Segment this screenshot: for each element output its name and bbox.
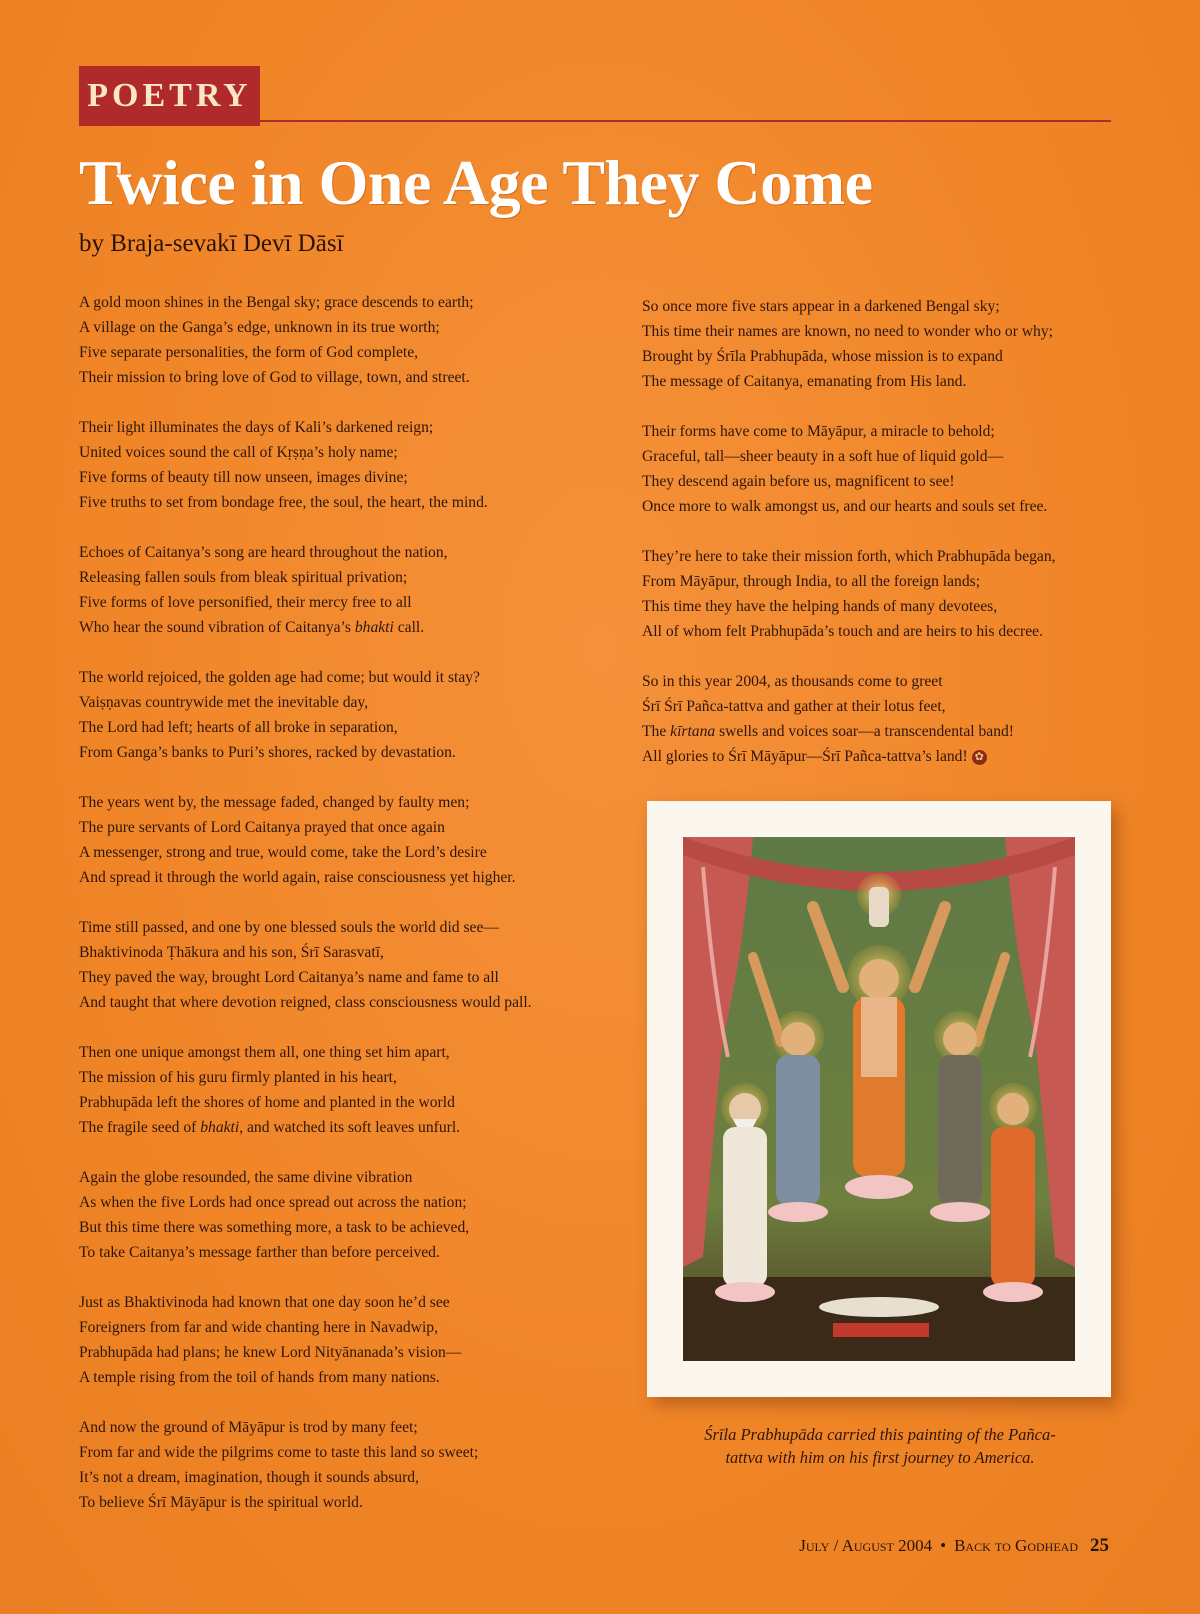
poem-line: A temple rising from the toil of hands from many nations. xyxy=(79,1369,440,1386)
poem-line: To take Caitanya’s message farther than before perceived. xyxy=(79,1244,440,1261)
poem-line: It’s not a dream, imagination, though it sounds absurd, xyxy=(79,1469,419,1486)
poem-line: United voices sound the call of Kṛṣṇa’s holy name; xyxy=(79,444,398,461)
poem-line: Their mission to bring love of God to village, town, and street. xyxy=(79,369,470,386)
poem-stanza xyxy=(79,1415,639,1515)
poem-line: This time their names are known, no need to wonder who or why; xyxy=(642,323,1053,340)
poem-line: Vaiṣṇavas countrywide met the inevitable day, xyxy=(79,694,369,711)
poem-line: Five separate personalities, the form of God complete, xyxy=(79,344,419,361)
poem-stanza xyxy=(79,1165,639,1265)
poem-stanza xyxy=(79,1290,639,1390)
byline: by Braja-sevakī Devī Dāsī xyxy=(79,230,344,257)
poem-line: Their light illuminates the days of Kali’s darkened reign; xyxy=(79,419,434,436)
poem-line: To believe Śrī Māyāpur is the spiritual world. xyxy=(79,1494,363,1511)
page-number: 25 xyxy=(1090,1535,1109,1556)
poem-stanza xyxy=(79,290,639,390)
poem-line: They’re here to take their mission forth, which Prabhupāda began, xyxy=(642,548,1056,565)
poem-stanza xyxy=(79,665,639,765)
poem-line: Foreigners from far and wide chanting here in Navadwip, xyxy=(79,1319,438,1336)
poem-line: Brought by Śrīla Prabhupāda, whose mission is to expand xyxy=(642,348,1003,365)
poem-line: And spread it through the world again, raise consciousness yet higher. xyxy=(79,869,516,886)
poem-line: Who hear the sound vibration of Caitanya’s bhakti call. xyxy=(79,619,425,636)
poem-line: Five forms of love personified, their mercy free to all xyxy=(79,594,412,611)
poem-line: The kīrtana swells and voices soar—a transcendental band! xyxy=(642,723,1014,740)
poem-line: So once more five stars appear in a darkened Bengal sky; xyxy=(642,298,1000,315)
poem-line: As when the five Lords had once spread out across the nation; xyxy=(79,1194,467,1211)
poem-line: They descend again before us, magnificent to see! xyxy=(642,473,955,490)
issue-date: July / August 2004 xyxy=(799,1536,933,1555)
poem-line: They paved the way, brought Lord Caitanya’s name and fame to all xyxy=(79,969,499,986)
poem-stanza xyxy=(79,1040,639,1140)
poem-line: From far and wide the pilgrims come to taste this land so sweet; xyxy=(79,1444,479,1461)
poem-stanza xyxy=(642,419,1122,519)
poem-stanza xyxy=(79,790,639,890)
page-footer xyxy=(799,1535,1109,1557)
poem-stanza xyxy=(642,294,1122,394)
poem-right-column xyxy=(642,294,1122,794)
header-rule xyxy=(260,120,1111,122)
poem-stanza xyxy=(79,540,639,640)
poem-left-column xyxy=(79,290,639,1540)
poem-line: A village on the Ganga’s edge, unknown in its true worth; xyxy=(79,319,440,336)
poem-line: So in this year 2004, as thousands come to greet xyxy=(642,673,943,690)
poem-line: Once more to walk amongst us, and our hearts and souls set free. xyxy=(642,498,1048,515)
footer-separator: • xyxy=(940,1536,947,1555)
poem-line: Prabhupāda had plans; he knew Lord Nityānanada’s vision— xyxy=(79,1344,462,1361)
poem-line: And taught that where devotion reigned, class consciousness would pall. xyxy=(79,994,532,1011)
poem-line: Their forms have come to Māyāpur, a miracle to behold; xyxy=(642,423,995,440)
caption-line: Śrīla Prabhupāda carried this painting of the Pañca- xyxy=(704,1425,1056,1444)
poem-line: Then one unique amongst them all, one thing set him apart, xyxy=(79,1044,450,1061)
flower-ornament-icon: ✿ xyxy=(972,750,987,765)
poem-stanza xyxy=(79,915,639,1015)
section-tag: POETRY xyxy=(79,66,260,126)
poem-line: Releasing fallen souls from bleak spiritual privation; xyxy=(79,569,408,586)
painting-caption xyxy=(648,1423,1112,1469)
poem-stanza xyxy=(79,415,639,515)
poem-line: A gold moon shines in the Bengal sky; grace descends to earth; xyxy=(79,294,474,311)
poem-line: Graceful, tall—sheer beauty in a soft hue of liquid gold— xyxy=(642,448,1004,465)
poem-line: All of whom felt Prabhupāda’s touch and are heirs to his decree. xyxy=(642,623,1043,640)
poem-line: From Māyāpur, through India, to all the foreign lands; xyxy=(642,573,981,590)
panca-tattva-painting xyxy=(683,837,1075,1361)
poem-line: The Lord had left; hearts of all broke in separation, xyxy=(79,719,398,736)
poem-line: And now the ground of Māyāpur is trod by many feet; xyxy=(79,1419,418,1436)
poem-stanza xyxy=(642,544,1122,644)
painting-frame xyxy=(647,801,1111,1397)
poem-line: Śrī Śrī Pañca-tattva and gather at their lotus feet, xyxy=(642,698,946,715)
poem-line: The fragile seed of bhakti, and watched its soft leaves unfurl. xyxy=(79,1119,461,1136)
poem-line: All glories to Śrī Māyāpur—Śrī Pañca-tattva’s land! ✿ xyxy=(642,744,1122,769)
poem-line: Echoes of Caitanya’s song are heard throughout the nation, xyxy=(79,544,448,561)
poem-line: The years went by, the message faded, changed by faulty men; xyxy=(79,794,470,811)
poem-line: Again the globe resounded, the same divine vibration xyxy=(79,1169,413,1186)
poem-line: Five truths to set from bondage free, the soul, the heart, the mind. xyxy=(79,494,488,511)
caption-line: tattva with him on his first journey to America. xyxy=(725,1448,1035,1467)
poem-stanza xyxy=(642,669,1122,769)
poem-line: But this time there was something more, a task to be achieved, xyxy=(79,1219,470,1236)
poem-line: Bhaktivinoda Ṭhākura and his son, Śrī Sarasvatī, xyxy=(79,944,384,961)
poem-line: The mission of his guru firmly planted in his heart, xyxy=(79,1069,397,1086)
poem-line: The pure servants of Lord Caitanya prayed that once again xyxy=(79,819,445,836)
poem-line: Just as Bhaktivinoda had known that one day soon he’d see xyxy=(79,1294,450,1311)
poem-line: From Ganga’s banks to Puri’s shores, racked by devastation. xyxy=(79,744,456,761)
poem-line: Five forms of beauty till now unseen, images divine; xyxy=(79,469,408,486)
poem-line: Time still passed, and one by one blessed souls the world did see— xyxy=(79,919,499,936)
poem-line: A messenger, strong and true, would come, take the Lord’s desire xyxy=(79,844,487,861)
poem-line: The world rejoiced, the golden age had come; but would it stay? xyxy=(79,669,480,686)
poem-line: This time they have the helping hands of many devotees, xyxy=(642,598,998,615)
poem-line: Prabhupāda left the shores of home and planted in the world xyxy=(79,1094,455,1111)
magazine-name: Back to Godhead xyxy=(954,1536,1078,1555)
poem-title: Twice in One Age They Come xyxy=(79,147,873,218)
poem-line: The message of Caitanya, emanating from His land. xyxy=(642,373,967,390)
